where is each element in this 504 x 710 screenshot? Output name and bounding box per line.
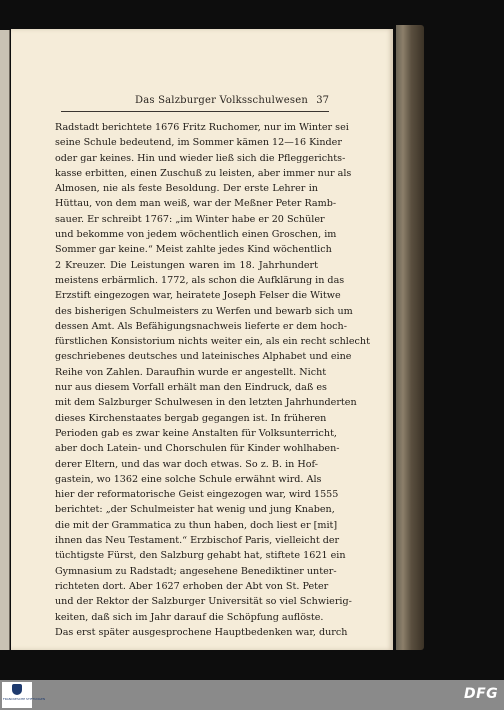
text-line: geschriebenes deutsches und lateinisches Alphabet und eine: [55, 351, 352, 363]
text-line: keiten, daß sich im Jahr darauf die Schöpfung auflöste.: [55, 611, 324, 623]
text-line: die mit der Grammatica zu thun haben, doch liest er [mit]: [55, 519, 338, 531]
page-header: [61, 93, 329, 112]
left-page-edge: [0, 30, 10, 650]
text-line: Perioden gab es zwar keine Anstalten für Volksunterricht,: [55, 427, 337, 439]
text-line: Radstadt berichtete 1676 Fritz Ruchomer, nur im Winter sei: [55, 122, 349, 133]
text-line: berichtet: „der Schulmeister hat wenig und jung Knaben,: [55, 504, 335, 516]
body-text: [55, 120, 370, 640]
dfg-logo: DFG: [464, 686, 499, 702]
text-line: fürstlichen Konsistorium nichts weiter ein, als ein recht schlecht: [55, 336, 370, 348]
text-line: Almosen, nie als feste Besoldung. Der erste Lehrer in: [55, 183, 318, 195]
text-line: tüchtigste Fürst, den Salzburg gehabt hat, stiftete 1621 ein: [55, 550, 346, 562]
text-line: nur aus diesem Vorfall erhält man den Eindruck, daß es: [55, 382, 327, 394]
text-line: und bekomme von jedem wöchentlich einen Groschen, im: [55, 229, 337, 241]
text-line: dieses Kirchenstaates bergab gegangen ist. In früheren: [55, 412, 327, 424]
text-line: gastein, wo 1362 eine solche Schule erwähnt wird. Als: [55, 473, 322, 485]
text-line: des bisherigen Schulmeisters zu Werfen und bewarb sich um: [55, 305, 353, 317]
franckesche-stiftungen-logo: [2, 682, 46, 708]
running-head: Das Salzburger Volksschulwesen: [135, 95, 308, 106]
text-line: Hüttau, von dem man weiß, war der Meßner Peter Ramb-: [55, 198, 337, 210]
text-line: und der Rektor der Salzburger Universität so viel Schwierig-: [55, 596, 352, 608]
text-line: ihnen das Neu Testament.“ Erzbischof Paris, vielleicht der: [55, 535, 340, 547]
text-line: kasse erbitten, einen Zuschuß zu leisten, aber immer nur als: [55, 167, 352, 179]
logo-emblem-icon: [12, 684, 22, 695]
text-line: oder gar keines. Hin und wieder ließ sich die Pfleggerichts-: [55, 152, 346, 164]
page-number: 37: [316, 95, 329, 106]
text-line: Das erst später ausgesprochene Hauptbedenken war, durch: [55, 626, 348, 638]
text-line: seine Schule bedeutend, im Sommer kämen 12—16 Kinder: [55, 137, 342, 149]
text-line: richteten dort. Aber 1627 erhoben der Abt von St. Peter: [55, 580, 329, 592]
text-line: Reihe von Zahlen. Daraufhin wurde er angestellt. Nicht: [55, 366, 327, 378]
text-line: meistens erbärmlich. 1772, als schon die Aufklärung in das: [55, 274, 345, 286]
footer-bar: [0, 680, 504, 710]
text-line: 2 Kreuzer. Die Leistungen waren im 18. Jahrhundert: [55, 259, 318, 271]
logo-text: FRANCKESCHE STIFTUNGEN: [3, 697, 46, 701]
text-line: mit dem Salzburger Schulwesen in den letzten Jahrhunderten: [55, 397, 357, 409]
text-line: sauer. Er schreibt 1767: „im Winter habe er 20 Schüler: [55, 213, 325, 225]
text-line: derer Eltern, und das war doch etwas. So z. B. in Hof-: [55, 458, 318, 470]
text-line: Gymnasium zu Radstadt; angesehene Benediktiner unter-: [55, 565, 337, 577]
text-line: Sommer gar keine.“ Meist zahlte jedes Kind wöchentlich: [55, 244, 332, 256]
book-cover-edge: [396, 25, 424, 650]
text-line: dessen Amt. Als Befähigungsnachweis lieferte er dem hoch-: [55, 320, 347, 332]
text-line: hier der reformatorische Geist eingezogen war, wird 1555: [55, 489, 339, 501]
text-line: Erzstift eingezogen war, heiratete Joseph Felser die Witwe: [55, 290, 341, 302]
text-line: aber doch Latein- und Chorschulen für Kinder wohlhaben-: [55, 443, 340, 455]
